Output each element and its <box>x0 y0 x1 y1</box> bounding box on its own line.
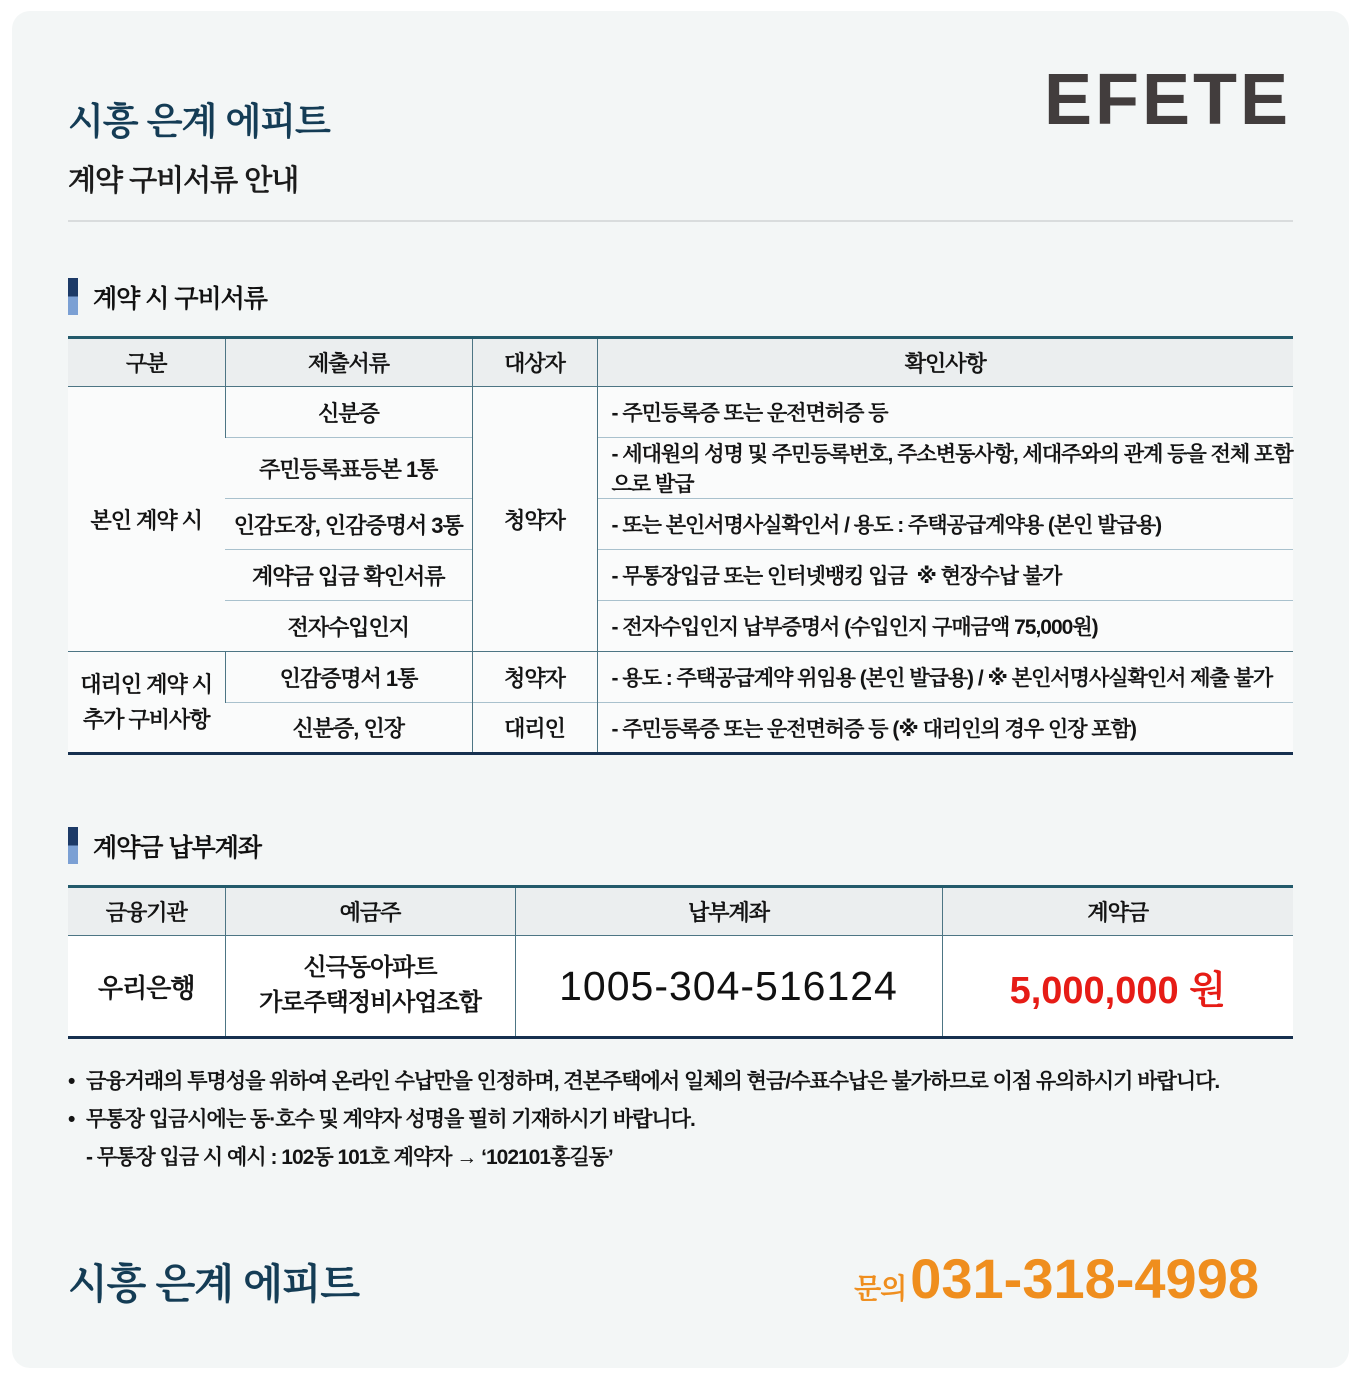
document-cell: 인감증명서 1통 <box>225 652 472 703</box>
note-text: 금융거래의 투명성을 위하여 온라인 수납만을 인정하며, 견본주택에서 일체의 현금/수표수납은 불가하므로 이점 유의하시기 바랍니다. <box>86 1070 1220 1093</box>
bullet-icon: • <box>68 1070 75 1093</box>
note-text: - 무통장 입금 시 예시 : 102동 101호 계약자 → ‘102101홍길동’ <box>86 1146 613 1170</box>
note-item-example <box>68 1139 1293 1177</box>
note-cell: - 세대원의 성명 및 주민등록번호, 주소변동사항, 세대주와의 관계 등을 전체 포함으로 발급 <box>597 438 1293 499</box>
section1-heading <box>68 278 1293 315</box>
page-subtitle: 계약 구비서류 안내 <box>68 165 299 197</box>
document-cell: 인감도장, 인감증명서 3통 <box>225 499 472 550</box>
table-row <box>68 499 1293 550</box>
document-cell: 주민등록표등본 1통 <box>225 438 472 499</box>
payment-account-table <box>68 885 1293 1039</box>
section-payment-account <box>68 827 1293 1039</box>
document-cell: 신분증, 인장 <box>225 703 472 754</box>
note-cell: - 전자수입인지 납부증명서 (수입인지 구매금액 75,000원) <box>597 601 1293 652</box>
contact-phone-number: 031-318-4998 <box>910 1246 1259 1310</box>
brand-logo: EFETE <box>1043 60 1291 140</box>
footer <box>68 1246 1293 1311</box>
documents-table-header-row <box>68 338 1293 387</box>
target-cell: 청약자 <box>472 652 597 703</box>
header-divider <box>68 220 1293 222</box>
target-cell: 대리인 <box>472 703 597 754</box>
section-required-documents <box>68 278 1293 755</box>
target-cell: 청약자 <box>472 387 597 652</box>
section2-heading <box>68 827 1293 864</box>
col-header-bank: 금융기관 <box>68 887 225 936</box>
document-card <box>12 11 1349 1368</box>
footer-title: 시흥 은계 에피트 <box>68 1260 360 1307</box>
col-header-holder: 예금주 <box>225 887 515 936</box>
document-cell: 신분증 <box>225 387 472 438</box>
footer-contact <box>854 1246 1259 1311</box>
note-cell: - 주민등록증 또는 운전면허증 등 (※ 대리인의 경우 인장 포함) <box>597 703 1293 754</box>
document-content <box>12 11 1349 1311</box>
category-self-contract: 본인 계약 시 <box>68 387 225 652</box>
account-holder-line2: 가로주택정비사업조합 <box>259 989 481 1016</box>
table-row <box>68 652 1293 703</box>
contact-label: 문의 <box>854 1272 907 1304</box>
bullet-icon: • <box>68 1108 75 1132</box>
table-row <box>68 936 1293 1038</box>
table-row <box>68 550 1293 601</box>
header <box>68 11 1293 222</box>
account-holder <box>225 936 515 1038</box>
note-cell: - 주민등록증 또는 운전면허증 등 <box>597 387 1293 438</box>
col-header-documents: 제출서류 <box>225 338 472 387</box>
deposit-amount: 5,000,000 원 <box>942 936 1293 1038</box>
category-proxy-line1: 대리인 계약 시 <box>80 671 213 697</box>
bank-name: 우리은행 <box>68 936 225 1038</box>
table-row <box>68 438 1293 499</box>
col-header-account: 납부계좌 <box>515 887 942 936</box>
note-cell: - 또는 본인서명사실확인서 / 용도 : 주택공급계약용 (본인 발급용) <box>597 499 1293 550</box>
section2-title: 계약금 납부계좌 <box>93 833 261 862</box>
col-header-target: 대상자 <box>472 338 597 387</box>
table-row <box>68 387 1293 438</box>
section1-title: 계약 시 구비서류 <box>93 284 267 313</box>
col-header-category: 구분 <box>68 338 225 387</box>
section-accent-bar-icon <box>68 278 78 315</box>
page-title: 시흥 은계 에피트 <box>68 101 330 142</box>
category-proxy-line2: 추가 구비사항 <box>82 707 210 732</box>
account-holder-line1: 신극동아파트 <box>303 954 437 982</box>
payment-table-header-row <box>68 887 1293 936</box>
note-text: 무통장 입금시에는 동·호수 및 계약자 성명을 필히 기재하시기 바랍니다. <box>86 1108 695 1132</box>
note-item <box>68 1063 1293 1101</box>
notes-list <box>68 1063 1293 1178</box>
document-cell: 계약금 입금 확인서류 <box>225 550 472 601</box>
col-header-deposit: 계약금 <box>942 887 1293 936</box>
category-proxy-contract <box>68 652 225 754</box>
col-header-notes: 확인사항 <box>597 338 1293 387</box>
documents-table <box>68 336 1293 755</box>
table-row <box>68 601 1293 652</box>
note-cell: - 무통장입금 또는 인터넷뱅킹 입금 ※ 현장수납 불가 <box>597 550 1293 601</box>
account-number: 1005-304-516124 <box>515 936 942 1038</box>
document-cell: 전자수입인지 <box>225 601 472 652</box>
section-accent-bar-icon <box>68 827 78 864</box>
note-item <box>68 1101 1293 1139</box>
table-row <box>68 703 1293 754</box>
note-cell: - 용도 : 주택공급계약 위임용 (본인 발급용) / ※ 본인서명사실확인서 제출 불가 <box>597 652 1293 703</box>
